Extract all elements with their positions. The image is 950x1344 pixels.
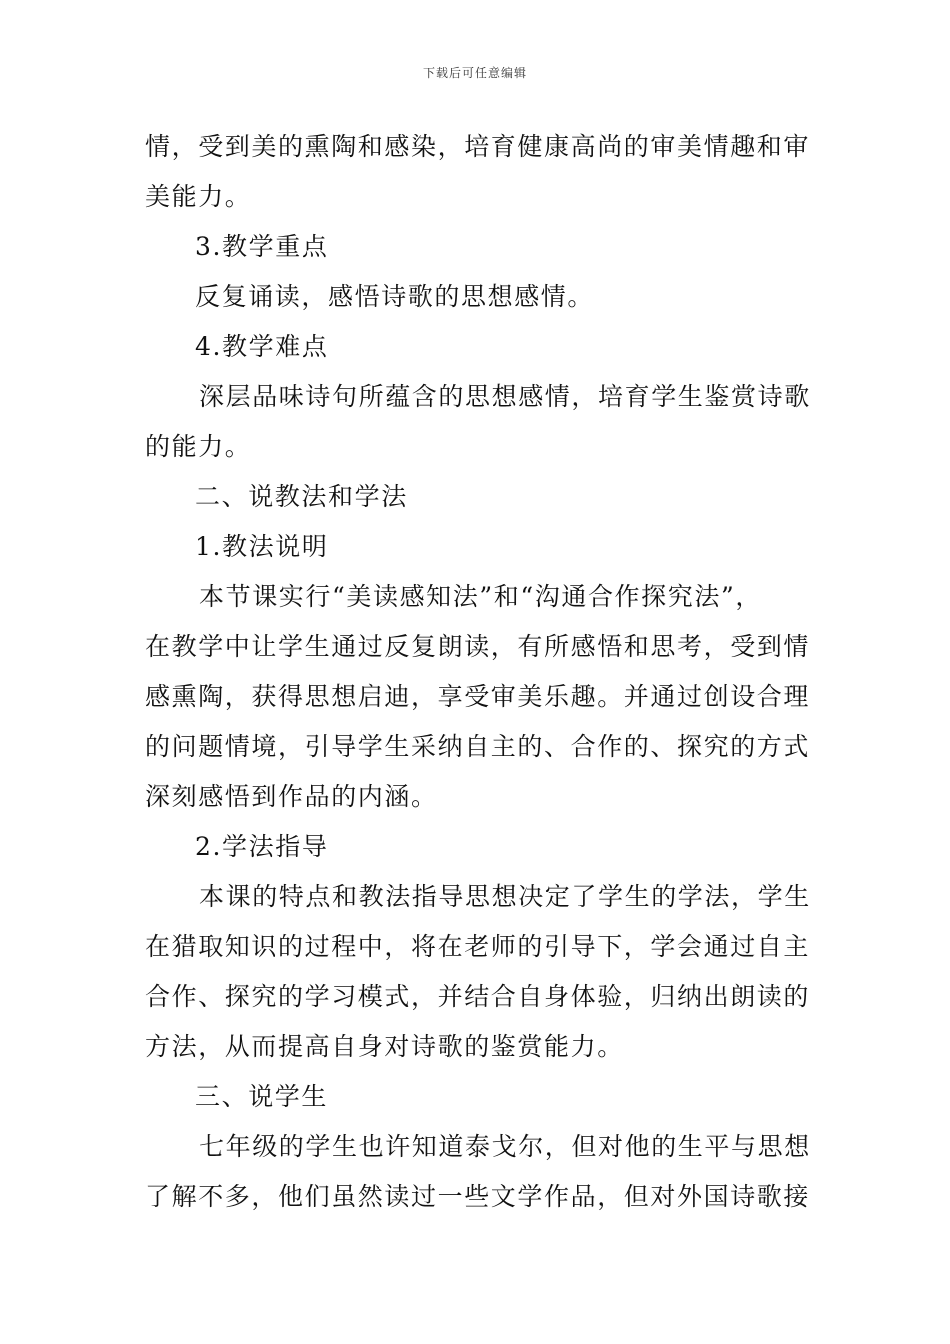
paragraph-line: 方法，从而提高自身对诗歌的鉴赏能力。 xyxy=(145,1032,624,1061)
section-heading: 1.教法说明 xyxy=(195,532,329,561)
section-heading: 二、说教法和学法 xyxy=(195,482,408,511)
paragraph-line: 情，受到美的熏陶和感染，培育健康高尚的审美情趣和审 xyxy=(145,132,811,161)
paragraph-line: 本节课实行“美读感知法”和“沟通合作探究法”， xyxy=(199,582,762,611)
paragraph-line: 本课的特点和教法指导思想决定了学生的学法，学生 xyxy=(199,882,811,911)
paragraph-line: 反复诵读，感悟诗歌的思想感情。 xyxy=(195,282,595,311)
section-heading: 2.学法指导 xyxy=(195,832,329,861)
paragraph-line: 在教学中让学生通过反复朗读，有所感悟和思考，受到情 xyxy=(145,632,811,661)
document-body xyxy=(145,122,810,1222)
section-heading: 三、说学生 xyxy=(195,1082,329,1111)
section-heading: 3.教学重点 xyxy=(195,232,329,261)
page-header: 下载后可任意编辑 xyxy=(422,66,527,80)
paragraph-line: 合作、探究的学习模式，并结合自身体验，归纳出朗读的 xyxy=(145,982,811,1011)
paragraph-line: 的问题情境，引导学生采纳自主的、合作的、探究的方式 xyxy=(145,732,811,761)
paragraph-line: 感熏陶，获得思想启迪，享受审美乐趣。并通过创设合理 xyxy=(145,682,811,711)
paragraph-line: 的能力。 xyxy=(145,432,252,461)
section-heading: 4.教学难点 xyxy=(195,332,329,361)
paragraph-line: 了解不多，他们虽然读过一些文学作品，但对外国诗歌接 xyxy=(145,1182,811,1211)
paragraph-line: 深刻感悟到作品的内涵。 xyxy=(145,782,438,811)
paragraph-line: 在猎取知识的过程中，将在老师的引导下，学会通过自主 xyxy=(145,932,811,961)
paragraph-line: 七年级的学生也许知道泰戈尔，但对他的生平与思想 xyxy=(199,1132,811,1161)
paragraph-line: 深层品味诗句所蕴含的思想感情，培育学生鉴赏诗歌 xyxy=(199,382,811,411)
paragraph-line: 美能力。 xyxy=(145,182,252,211)
